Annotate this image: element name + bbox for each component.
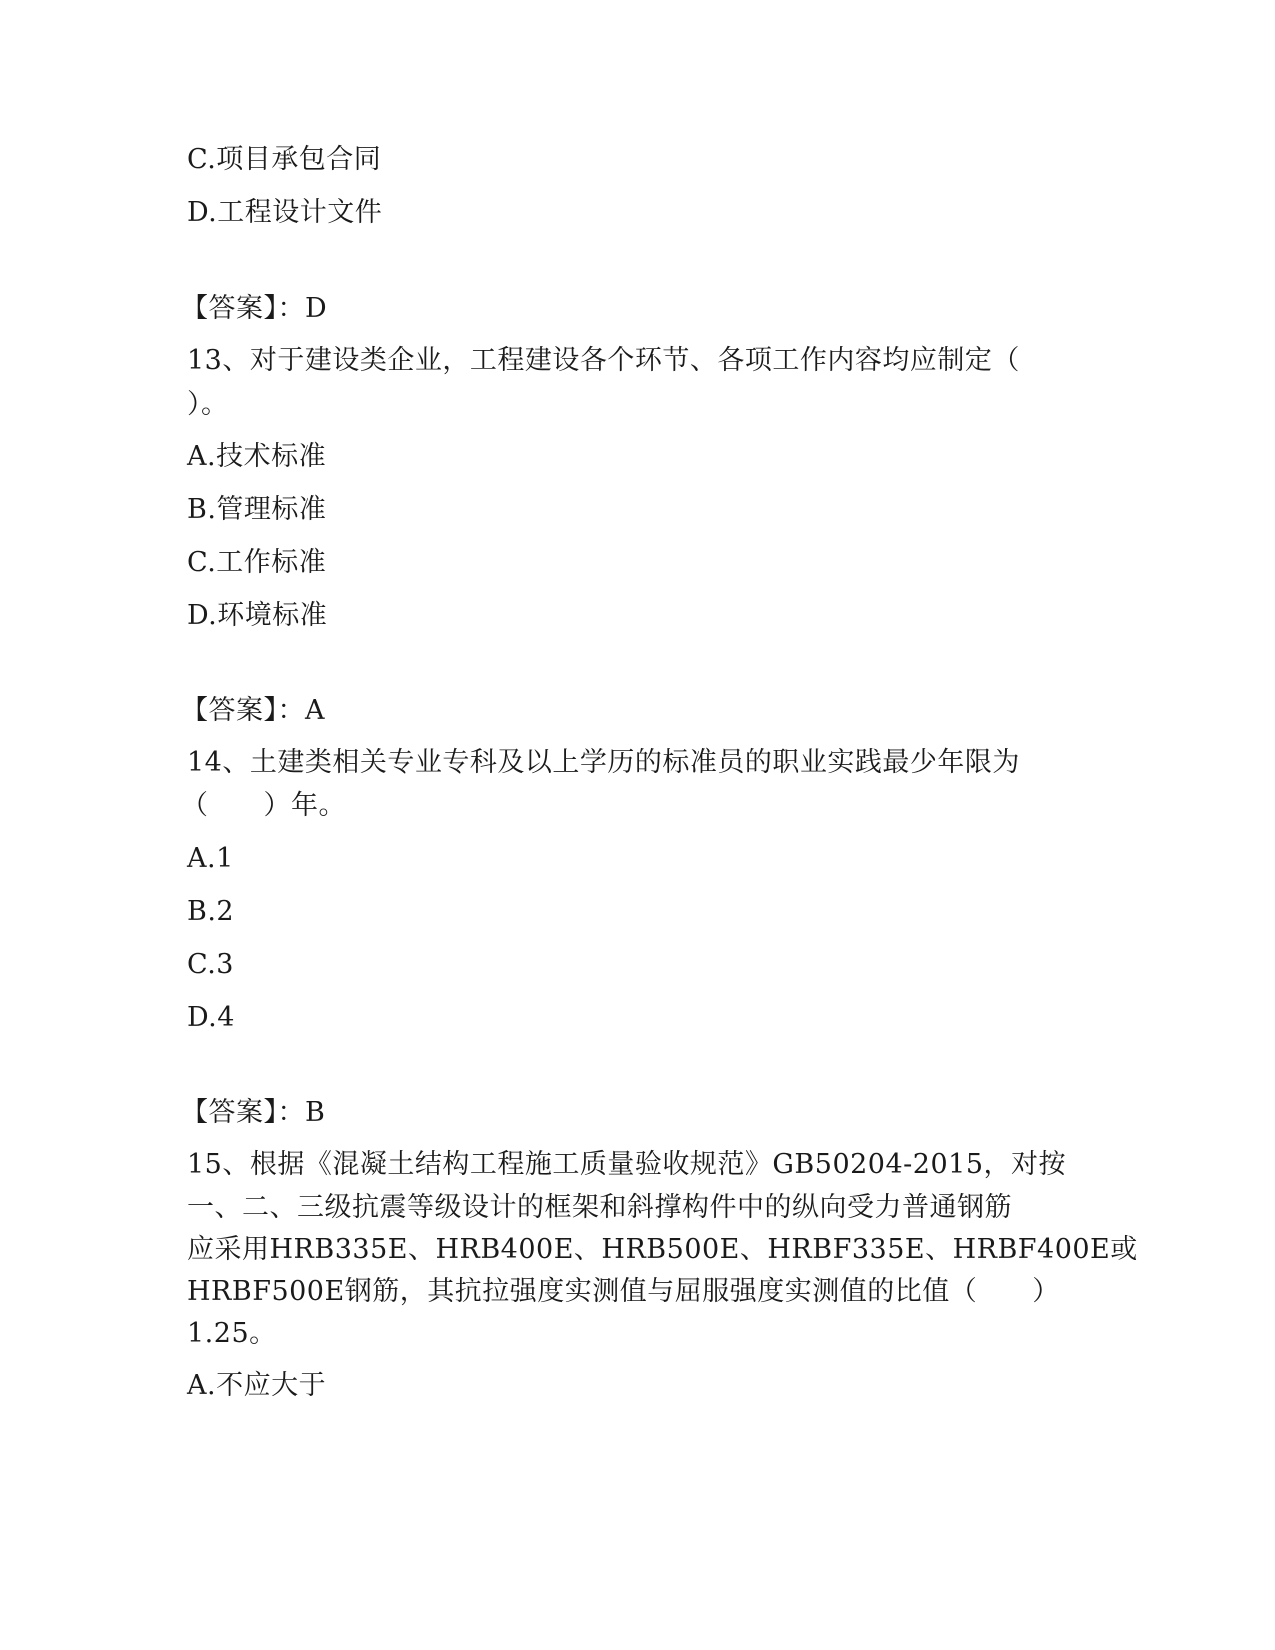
option-d: D.工程设计文件 [187, 197, 383, 228]
option-a: A.1 [187, 843, 234, 874]
question-15-stem-line: HRBF500E钢筋，其抗拉强度实测值与屈服强度实测值的比值（ ） [187, 1276, 1060, 1307]
option-b: B.管理标准 [187, 494, 327, 525]
question-15-stem-line: 15、根据《混凝土结构工程施工质量验收规范》GB50204-2015，对按 [187, 1149, 1066, 1180]
option-b: B.2 [187, 896, 235, 927]
option-a: A.不应大于 [187, 1370, 327, 1401]
option-c: C.3 [187, 949, 234, 980]
answer-label: 【答案】：D [181, 293, 328, 324]
question-14-stem-line-1: 14、土建类相关专业专科及以上学历的标准员的职业实践最少年限为 [187, 747, 1020, 778]
question-15-stem-line: 1.25。 [187, 1318, 277, 1349]
option-d: D.4 [187, 1002, 235, 1033]
option-c: C.项目承包合同 [187, 144, 382, 175]
question-15-stem-line: 应采用HRB335E、HRB400E、HRB500E、HRBF335E、HRBF400E或 [187, 1234, 1138, 1265]
question-15-stem-line: 一、二、三级抗震等级设计的框架和斜撑构件中的纵向受力普通钢筋 [187, 1192, 1012, 1223]
question-13-stem-line-2: ）。 [187, 389, 229, 420]
question-14-stem-line-2: （ ）年。 [181, 790, 346, 821]
option-a: A.技术标准 [187, 441, 327, 472]
answer-label: 【答案】：A [181, 695, 325, 726]
question-13-stem-line-1: 13、对于建设类企业，工程建设各个环节、各项工作内容均应制定（ [187, 345, 1020, 376]
option-c: C.工作标准 [187, 547, 327, 578]
answer-label: 【答案】：B [181, 1097, 326, 1128]
option-d: D.环境标准 [187, 600, 328, 631]
